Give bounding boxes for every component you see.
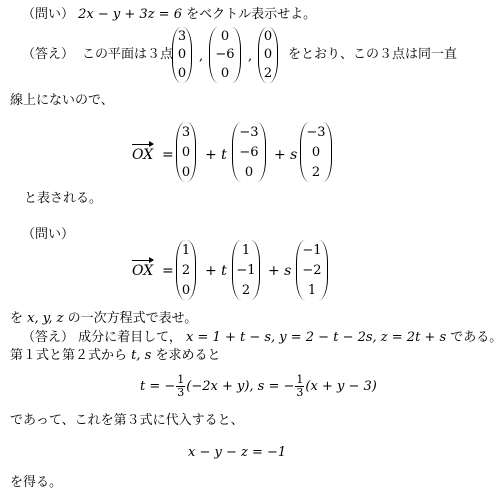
equals-sign: = [162,263,174,279]
vector-entry: 0 [220,66,230,82]
point-vector-1 [172,27,192,83]
vector-entry: 0 [311,144,321,160]
point-vector-2 [209,27,241,83]
vector-entry: −2 [302,262,322,278]
instruction-post: の一次方程式で表せ。 [67,311,198,326]
solve-equations [140,374,377,399]
answer-1-text-2: をとおり、この３点は同一直 [288,47,458,62]
answer-2-text-2-post: を求めると [155,348,221,363]
vector-ox: OX [132,147,154,163]
vector-entry: 2 [181,262,191,278]
question-1-label: （問い） [22,7,75,22]
base-vector [176,240,196,300]
question-1-equation: 2x − y + 3z = 6 [78,7,182,22]
answer-2-text-1: 成分に着目して， [78,330,182,345]
fraction-numerator: 1 [296,373,304,386]
answer-2-components: x = 1 + t − s, y = 2 − t − 2s, z = 2t + s [186,330,447,345]
vector-entry: −3 [306,124,326,140]
answer-2-label: （答え） [22,330,75,345]
vector-entry: 0 [244,164,254,180]
vector-entry: 0 [181,164,191,180]
plus-t: + t [205,147,227,163]
vector-entry: 0 [177,47,187,63]
answer-1-text-3: 線上にないので、 [10,93,114,108]
plus-s: + s [274,147,298,163]
plus-t: + t [205,263,227,279]
s-rhs: (x + y − 3) [305,379,377,395]
base-vector [176,122,196,182]
vector-entry: 2 [263,66,273,82]
comma: , [199,49,204,64]
answer-1-text-1: この平面は３点 [82,47,174,62]
vector-entry: 0 [263,47,273,63]
question-2-instruction [10,312,197,325]
equation-1-lhs [132,148,153,162]
vector-entry: 3 [177,28,187,44]
vector-entry: −1 [302,242,322,258]
vector-entry: 3 [181,124,191,140]
t-lhs: t = − [140,379,176,395]
answer-2-line-2 [10,349,220,362]
question-1-line [22,8,316,21]
fraction-one-third [295,374,304,399]
vector-ox: OX [132,263,154,279]
vector-entry: 0 [220,28,230,44]
vector-entry: 0 [263,28,273,44]
vector-entry: 1 [241,242,251,258]
instruction-vars: x, y, z [27,311,64,326]
direction-vector-1 [232,240,260,300]
fraction-denominator: 3 [177,386,185,400]
vector-entry: 0 [177,66,187,82]
vector-entry: −6 [239,144,259,160]
final-result: x − y − z = −1 [188,445,287,460]
answer-2-closing: を得る。 [10,475,63,490]
vector-entry: −6 [215,47,235,63]
point-vector-3 [258,27,278,83]
vector-entry: 0 [181,282,191,298]
vector-entry: −1 [236,262,256,278]
fraction-numerator: 1 [177,373,185,386]
question-1-suffix: をベクトル表示せよ。 [186,7,317,22]
equals-sign: = [162,147,174,163]
t-rhs: (−2x + y), s = − [186,379,295,395]
vector-entry: 2 [311,164,321,180]
direction-vector-2 [296,240,328,300]
vector-entry: 2 [241,282,251,298]
answer-1-conclusion: と表される。 [24,191,103,206]
vector-entry: −3 [239,124,259,140]
answer-2-text-1-end: である。 [450,330,502,345]
answer-2-text-2-vars: t, s [131,348,152,363]
direction-vector-2 [300,122,332,182]
fraction-denominator: 3 [296,386,304,400]
vector-entry: 1 [181,242,191,258]
answer-2-text-2-pre: 第１式と第２式から [10,348,128,363]
answer-1-label: （答え） [22,47,75,62]
direction-vector-1 [232,122,266,182]
comma: , [248,49,253,64]
answer-2-line-1 [22,331,502,344]
answer-2-text-3: であって、これを第３式に代入すると、 [10,413,244,428]
vector-entry: 0 [181,144,191,160]
equation-2-lhs [132,264,153,278]
vector-entry: 1 [307,282,317,298]
plus-s: + s [268,263,292,279]
instruction-pre: を [10,311,24,326]
question-2-label: （問い） [22,227,75,242]
fraction-one-third [176,374,185,399]
